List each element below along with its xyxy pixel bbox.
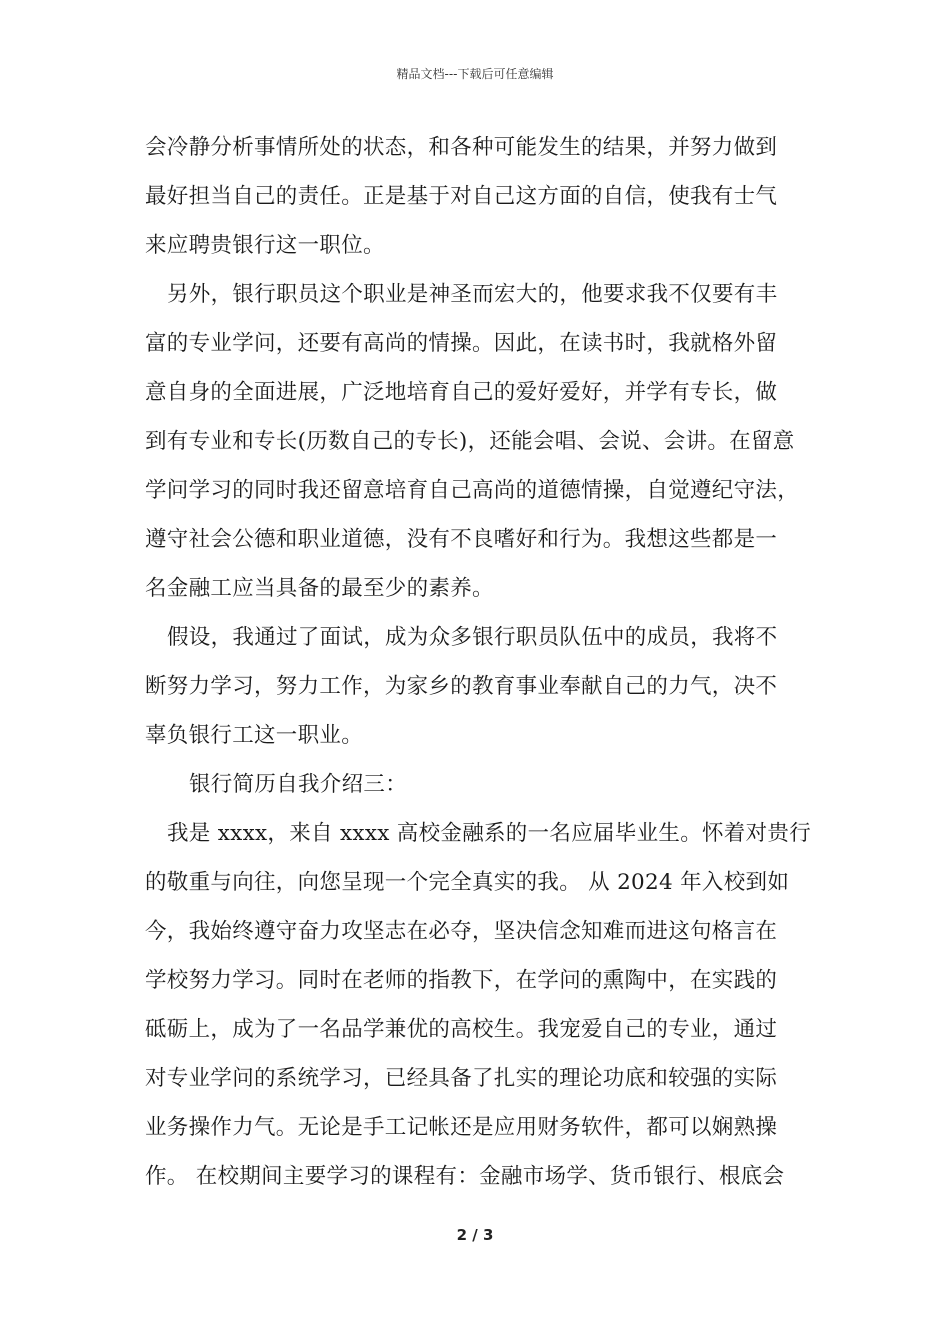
text-line: 今，我始终遵守奋力攻坚志在必夺，坚决信念知难而进这句格言在 <box>145 919 778 944</box>
page-number: 2 / 3 <box>456 1226 494 1244</box>
document-body <box>145 123 815 1201</box>
text-line: 辜负银行工这一职业。 <box>145 723 364 748</box>
text-line: 到有专业和专长(历数自己的专长)，还能会唱、会说、会讲。在留意 <box>145 429 795 454</box>
text-line: 来应聘贵银行这一职位。 <box>145 233 385 258</box>
text-line: 富的专业学问，还要有高尚的情操。因此，在读书时，我就格外留 <box>145 331 778 356</box>
text-line: 作。 在校期间主要学习的课程有：金融市场学、货币银行、根底会 <box>145 1164 785 1189</box>
text-line: 学校努力学习。同时在老师的指教下，在学问的熏陶中，在实践的 <box>145 968 778 993</box>
text-line: 遵守社会公德和职业道德，没有不良嗜好和行为。我想这些都是一 <box>145 527 778 552</box>
text-line: 会冷静分析事情所处的状态，和各种可能发生的结果，并努力做到 <box>145 135 778 160</box>
section-heading: 银行简历自我介绍三： <box>189 772 408 797</box>
text-line: 的敬重与向往，向您呈现一个完全真实的我。 从 2024 年入校到如 <box>145 870 790 895</box>
text-line: 意自身的全面进展，广泛地培育自己的爱好爱好，并学有专长，做 <box>145 380 778 405</box>
paragraph-start-line: 假设，我通过了面试，成为众多银行职员队伍中的成员，我将不 <box>167 625 778 650</box>
page-header: 精品文档---下载后可任意编辑 <box>396 67 554 81</box>
paragraph-start-line: 另外，银行职员这个职业是神圣而宏大的，他要求我不仅要有丰 <box>167 282 778 307</box>
text-line: 学问学习的同时我还留意培育自己高尚的道德情操，自觉遵纪守法， <box>145 478 800 503</box>
text-line: 断努力学习，努力工作，为家乡的教育事业奉献自己的力气，决不 <box>145 674 778 699</box>
text-line: 砥砺上，成为了一名品学兼优的高校生。我宠爱自己的专业，通过 <box>145 1017 778 1042</box>
text-line: 最好担当自己的责任。正是基于对自己这方面的自信，使我有士气 <box>145 184 778 209</box>
text-line: 业务操作力气。无论是手工记帐还是应用财务软件，都可以娴熟操 <box>145 1115 778 1140</box>
text-line: 名金融工应当具备的最至少的素养。 <box>145 576 494 601</box>
paragraph-start-line: 我是 xxxx，来自 xxxx 高校金融系的一名应届毕业生。怀着对贵行 <box>167 821 812 846</box>
text-line: 对专业学问的系统学习，已经具备了扎实的理论功底和较强的实际 <box>145 1066 778 1091</box>
